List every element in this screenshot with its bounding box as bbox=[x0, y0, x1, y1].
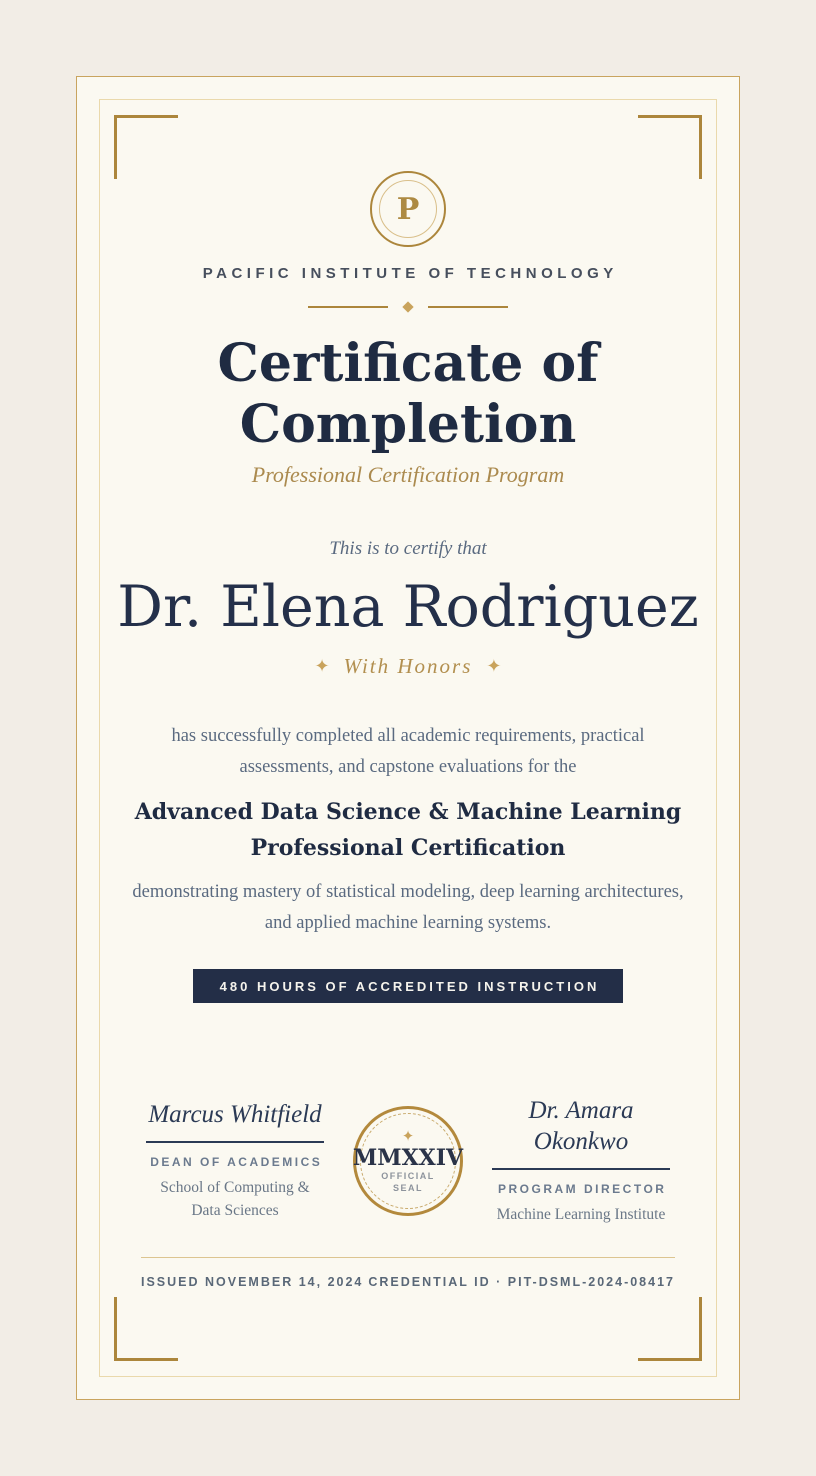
sparkle-icon: ✦ bbox=[401, 1126, 415, 1145]
seal-label-official: OFFICIAL bbox=[381, 1170, 435, 1181]
sparkle-icon: ✦ bbox=[314, 656, 330, 678]
certificate-sheet bbox=[76, 76, 740, 1400]
official-seal bbox=[353, 1106, 463, 1216]
divider-ornament bbox=[77, 303, 739, 311]
divider-line-left bbox=[308, 306, 388, 308]
corner-bracket-bottom-right bbox=[638, 1297, 702, 1361]
certificate-title-line2: Completion bbox=[239, 394, 577, 456]
honors-row bbox=[77, 654, 739, 679]
certificate-content bbox=[77, 77, 739, 1289]
program-title-line2: Professional Certification bbox=[250, 835, 566, 862]
certificate-title-line1: Certificate of bbox=[217, 333, 599, 394]
signatory-organization: Machine Learning Institute bbox=[496, 1206, 666, 1224]
program-title bbox=[128, 794, 688, 866]
signature-line bbox=[492, 1168, 670, 1170]
certificate-footer bbox=[141, 1257, 675, 1289]
corner-bracket-bottom-left bbox=[114, 1297, 178, 1361]
institution-name: PACIFIC INSTITUTE OF TECHNOLOGY bbox=[202, 265, 618, 282]
signature-line bbox=[146, 1141, 324, 1143]
monogram-inner-ring bbox=[379, 180, 437, 238]
signatory-right bbox=[492, 1095, 670, 1226]
signatory-name: Dr. Amara Okonkwo bbox=[528, 1097, 634, 1156]
seal-year: MMXXIV bbox=[352, 1144, 464, 1171]
diamond-icon bbox=[402, 301, 413, 312]
completion-statement: has successfully completed all academic requirements, practical assessments, and capstone evaluations for the bbox=[171, 726, 645, 778]
certificate-title bbox=[77, 333, 739, 456]
seal-label-seal: SEAL bbox=[392, 1182, 423, 1193]
issued-date: ISSUED NOVEMBER 14, 2024 bbox=[141, 1275, 364, 1290]
seal-dashed-ring bbox=[352, 1113, 464, 1209]
mastery-statement: demonstrating mastery of statistical modeling, deep learning architectures, and applied machine learning systems. bbox=[132, 882, 684, 934]
certificate-subtitle: Professional Certification Program bbox=[251, 461, 565, 487]
credential-id: CREDENTIAL ID · PIT-DSML-2024-08417 bbox=[368, 1275, 675, 1290]
divider-line-right bbox=[428, 306, 508, 308]
signature-row bbox=[77, 1095, 739, 1226]
honors-label: With Honors bbox=[343, 654, 473, 679]
hours-badge: 480 HOURS OF ACCREDITED INSTRUCTION bbox=[193, 969, 624, 1003]
monogram-letter: P bbox=[396, 191, 420, 227]
recipient-name: Dr. Elena Rodriguez bbox=[117, 573, 699, 640]
signatory-role: PROGRAM DIRECTOR bbox=[498, 1182, 667, 1197]
certify-line: This is to certify that bbox=[329, 537, 487, 559]
signatory-role: DEAN OF ACADEMICS bbox=[150, 1155, 323, 1170]
sparkle-icon: ✦ bbox=[486, 656, 502, 678]
signatory-organization: School of Computing & Data Sciences bbox=[160, 1179, 310, 1220]
program-title-line1: Advanced Data Science & Machine Learning bbox=[134, 799, 682, 826]
institute-monogram-seal bbox=[370, 171, 446, 247]
signatory-left bbox=[146, 1099, 324, 1222]
signatory-name: Marcus Whitfield bbox=[148, 1101, 322, 1129]
